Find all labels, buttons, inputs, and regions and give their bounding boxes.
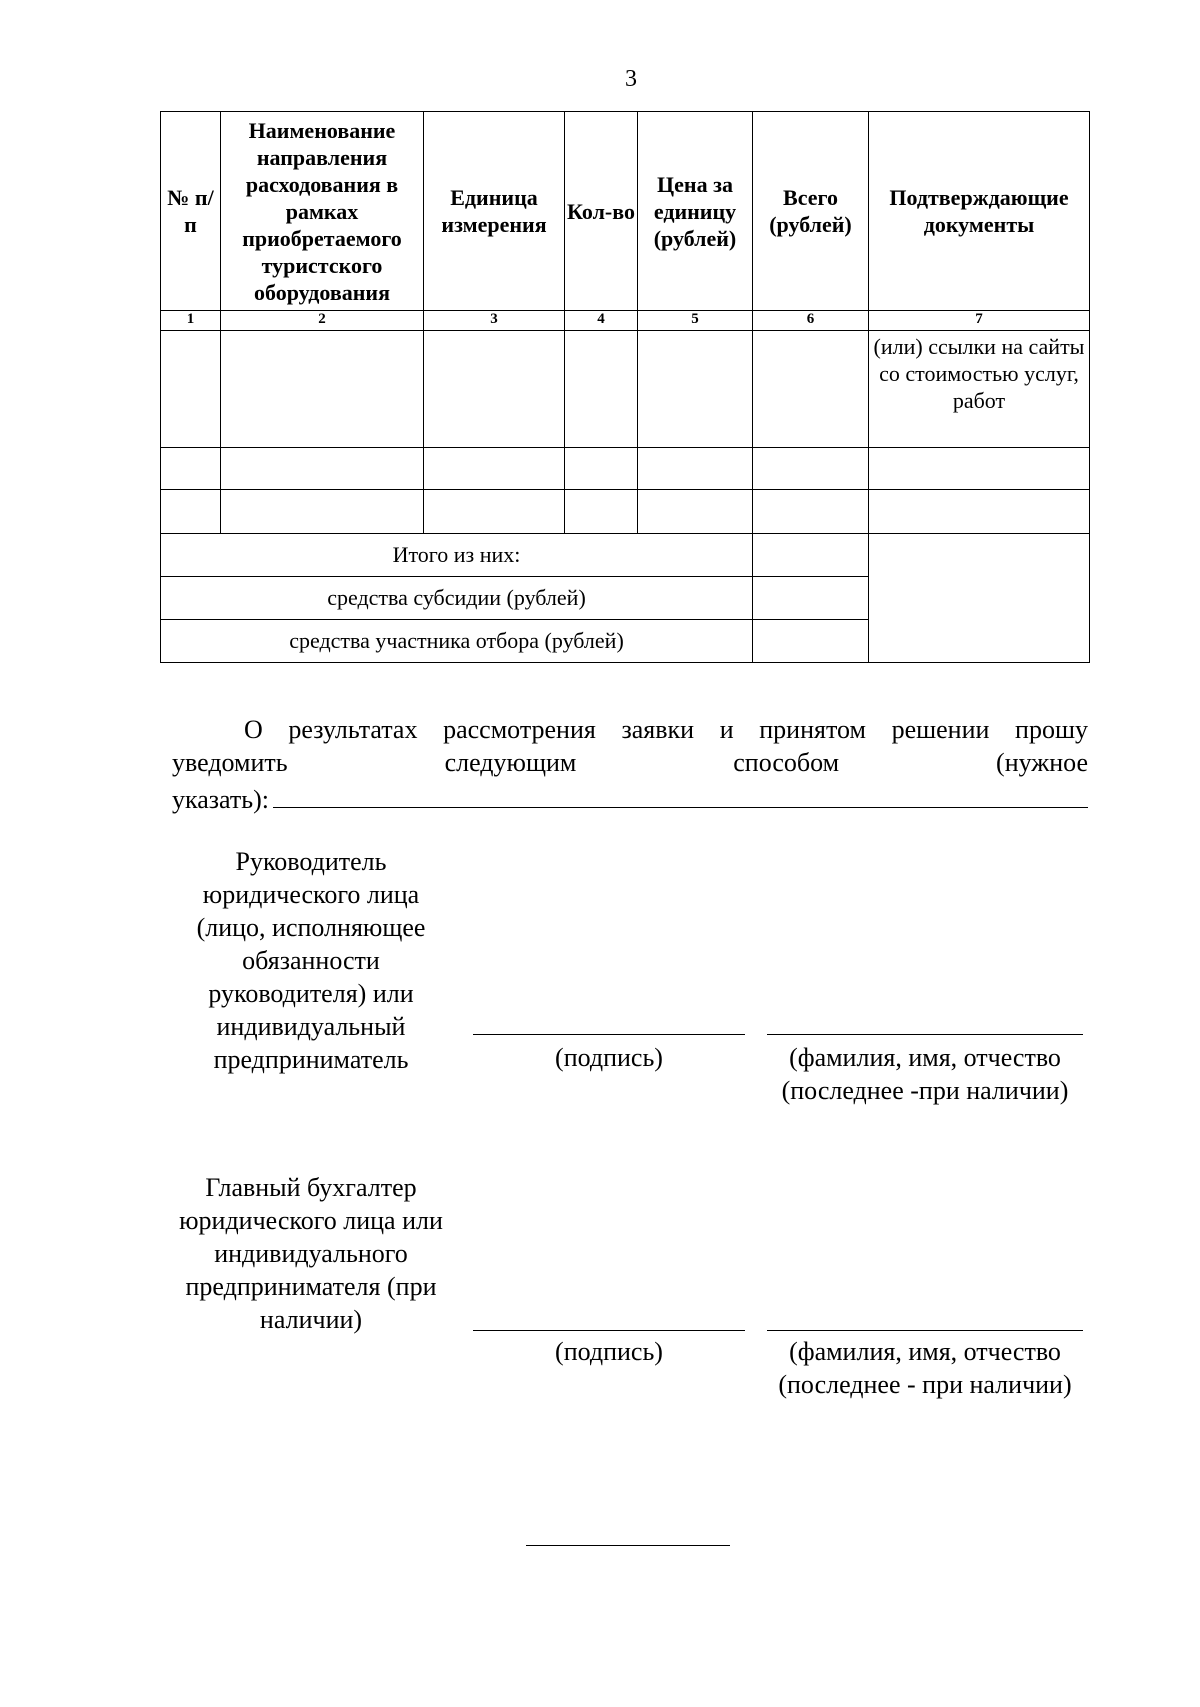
table-cell xyxy=(753,331,869,448)
table-cell xyxy=(638,331,753,448)
accountant-role-label: Главный бухгалтер юридического лица или индивидуального предпринимателя (при наличии) xyxy=(179,1173,443,1334)
table-cell xyxy=(424,331,565,448)
table-cell xyxy=(869,490,1090,534)
column-number: 1 xyxy=(161,311,221,331)
table-cell xyxy=(161,448,221,490)
head-name-caption: (фамилия, имя, отчество (последнее -при наличии) xyxy=(781,1043,1069,1105)
documents-note-cell: (или) ссылки на сайты со стоимостью услуг, работ xyxy=(869,331,1090,448)
head-name-line[interactable] xyxy=(767,1034,1083,1035)
table-cell xyxy=(221,490,424,534)
header-cell: Цена за единицу (рублей) xyxy=(638,112,753,311)
notification-paragraph xyxy=(172,713,1088,816)
total-label: Итого из них: xyxy=(161,534,753,577)
table-cell xyxy=(424,490,565,534)
notification-line-1: О результатах рассмотрения заявки и принятом решении прошу xyxy=(244,715,1088,744)
header-cell: Подтверждающие документы xyxy=(869,112,1090,311)
notification-line-3 xyxy=(172,779,1088,816)
total-value-cell xyxy=(753,534,869,577)
column-number: 5 xyxy=(638,311,753,331)
column-number: 6 xyxy=(753,311,869,331)
header-cell: Наименование направления расходования в рамках приобретаемого туристского оборудования xyxy=(221,112,424,311)
table-row xyxy=(161,448,1090,490)
end-separator-line xyxy=(526,1545,730,1546)
header-cell: Кол-во xyxy=(565,112,638,311)
head-role-label: Руководитель юридического лица (лицо, исполняющее обязанности руководителя) или индивидуальный предприниматель xyxy=(196,847,426,1074)
header-cell: № п/п xyxy=(161,112,221,311)
table-cell xyxy=(638,448,753,490)
notification-line-2: уведомить следующим способом (нужное xyxy=(172,748,1088,777)
total-row xyxy=(161,534,1090,577)
column-number: 3 xyxy=(424,311,565,331)
total-documents-cell xyxy=(869,534,1090,663)
table-cell xyxy=(161,331,221,448)
table-cell xyxy=(753,490,869,534)
subsidy-value-cell xyxy=(753,577,869,620)
table-cell xyxy=(638,490,753,534)
accountant-name-line[interactable] xyxy=(767,1330,1083,1331)
accountant-signature-line[interactable] xyxy=(473,1330,745,1331)
participant-label: средства участника отбора (рублей) xyxy=(161,620,753,663)
table-cell xyxy=(565,331,638,448)
notification-label: указать): xyxy=(172,785,270,814)
column-number: 4 xyxy=(565,311,638,331)
page-number: 3 xyxy=(625,66,637,92)
table-header-row xyxy=(161,112,1090,311)
header-cell: Всего (рублей) xyxy=(753,112,869,311)
accountant-signature-caption: (подпись) xyxy=(555,1337,663,1366)
accountant-name-caption: (фамилия, имя, отчество (последнее - при наличии) xyxy=(778,1337,1072,1399)
header-cell: Единица измерения xyxy=(424,112,565,311)
table-cell xyxy=(869,448,1090,490)
column-number: 7 xyxy=(869,311,1090,331)
table-cell xyxy=(565,490,638,534)
subsidy-label: средства субсидии (рублей) xyxy=(161,577,753,620)
notification-method-field[interactable] xyxy=(273,779,1088,808)
column-number: 2 xyxy=(221,311,424,331)
table-cell xyxy=(424,448,565,490)
table-cell xyxy=(161,490,221,534)
table-cell xyxy=(753,448,869,490)
table-cell xyxy=(221,331,424,448)
column-number-row xyxy=(161,311,1090,331)
expenses-table xyxy=(160,111,1090,663)
table-row xyxy=(161,331,1090,448)
table-cell xyxy=(565,448,638,490)
head-signature-caption: (подпись) xyxy=(555,1043,663,1072)
table-row xyxy=(161,490,1090,534)
participant-value-cell xyxy=(753,620,869,663)
head-signature-line[interactable] xyxy=(473,1034,745,1035)
table-cell xyxy=(221,448,424,490)
